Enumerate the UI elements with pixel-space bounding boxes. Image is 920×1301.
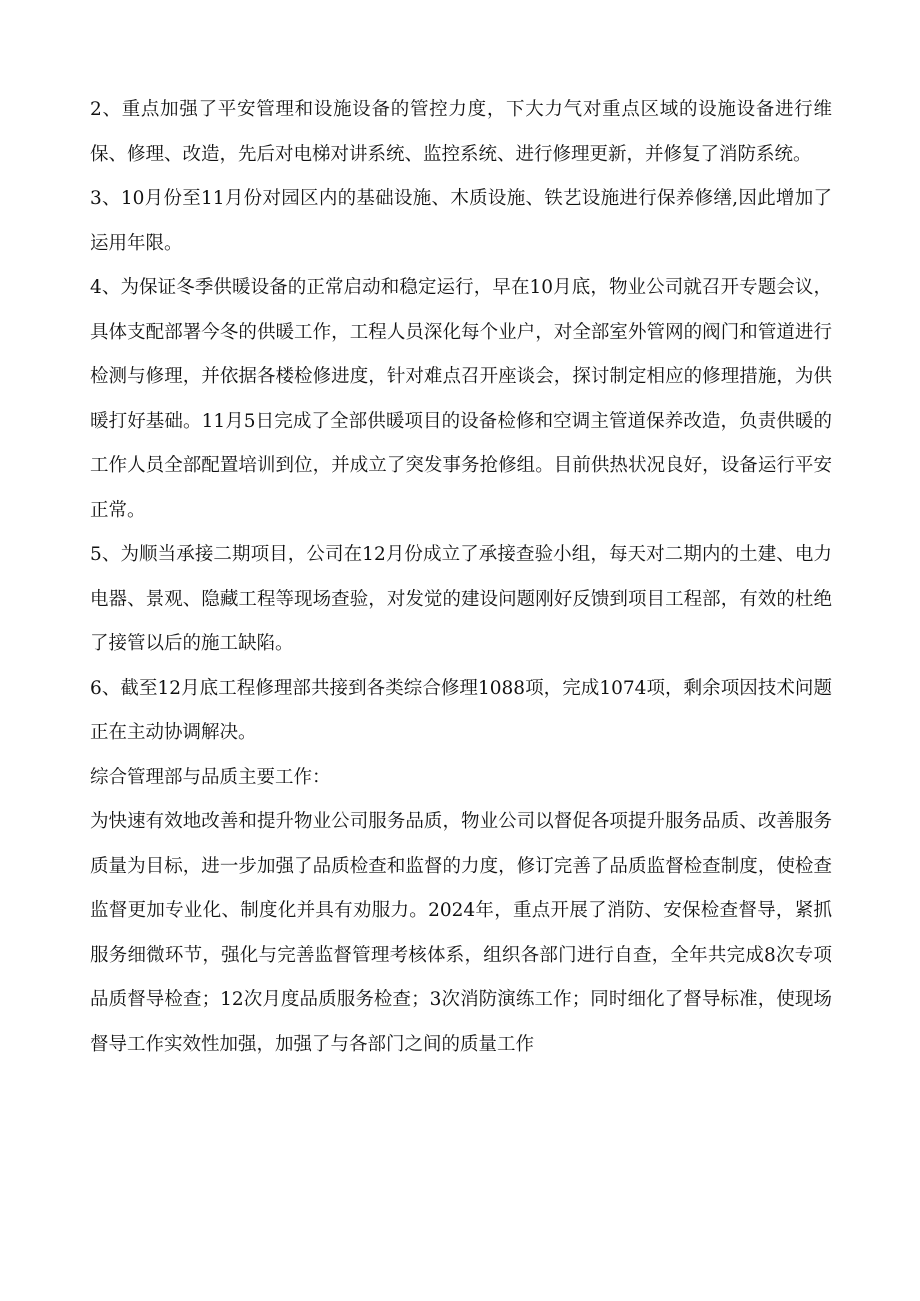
paragraph-item-4: 4、为保证冬季供暖设备的正常启动和稳定运行，早在10月底，物业公司就召开专题会议，具体支配部署今冬的供暖工作，工程人员深化每个业户，对全部室外管网的阀门和管道进行检测与修理，并依据各楼检修进度，针对难点召开座谈会，探讨制定相应的修理措施，为供暖打好基础。11月5日完成了全部供暖项目的设备检修和空调主管道保养改造，负责供暖的工作人员全部配置培训到位，并成立了突发事务抢修组。目前供热状况良好，设备运行平安正常。 — [90, 277, 832, 521]
paragraph-item-2: 2、重点加强了平安管理和设施设备的管控力度，下大力气对重点区域的设施设备进行维保、修理、改造，先后对电梯对讲系统、监控系统、进行修理更新，并修复了消防系统。 — [90, 99, 832, 165]
paragraph-item-3: 3、10月份至11月份对园区内的基础设施、木质设施、铁艺设施进行保养修缮,因此增加了运用年限。 — [90, 188, 832, 254]
section-body-paragraph: 为快速有效地改善和提升物业公司服务品质，物业公司以督促各项提升服务品质、改善服务质量为目标，进一步加强了品质检查和监督的力度，修订完善了品质监督检查制度，使检查监督更加专业化、制度化并具有劝服力。2024年，重点开展了消防、安保检查督导，紧抓服务细微环节，强化与完善监督管理考核体系，组织各部门进行自查，全年共完成8次专项品质督导检查；12次月度品质服务检查；3次消防演练工作；同时细化了督导标准，使现场督导工作实效性加强，加强了与各部门之间的质量工作 — [90, 811, 832, 1055]
paragraph-item-5: 5、为顺当承接二期项目，公司在12月份成立了承接查验小组，每天对二期内的土建、电力电器、景观、隐藏工程等现场查验，对发觉的建设问题刚好反馈到项目工程部，有效的杜绝了接管以后的施工缺陷。 — [90, 544, 832, 654]
section-heading: 综合管理部与品质主要工作： — [90, 766, 331, 788]
paragraph-item-6: 6、截至12月底工程修理部共接到各类综合修理1088项，完成1074项，剩余项因技术问题正在主动协调解决。 — [90, 677, 832, 743]
document-page — [90, 88, 832, 1067]
